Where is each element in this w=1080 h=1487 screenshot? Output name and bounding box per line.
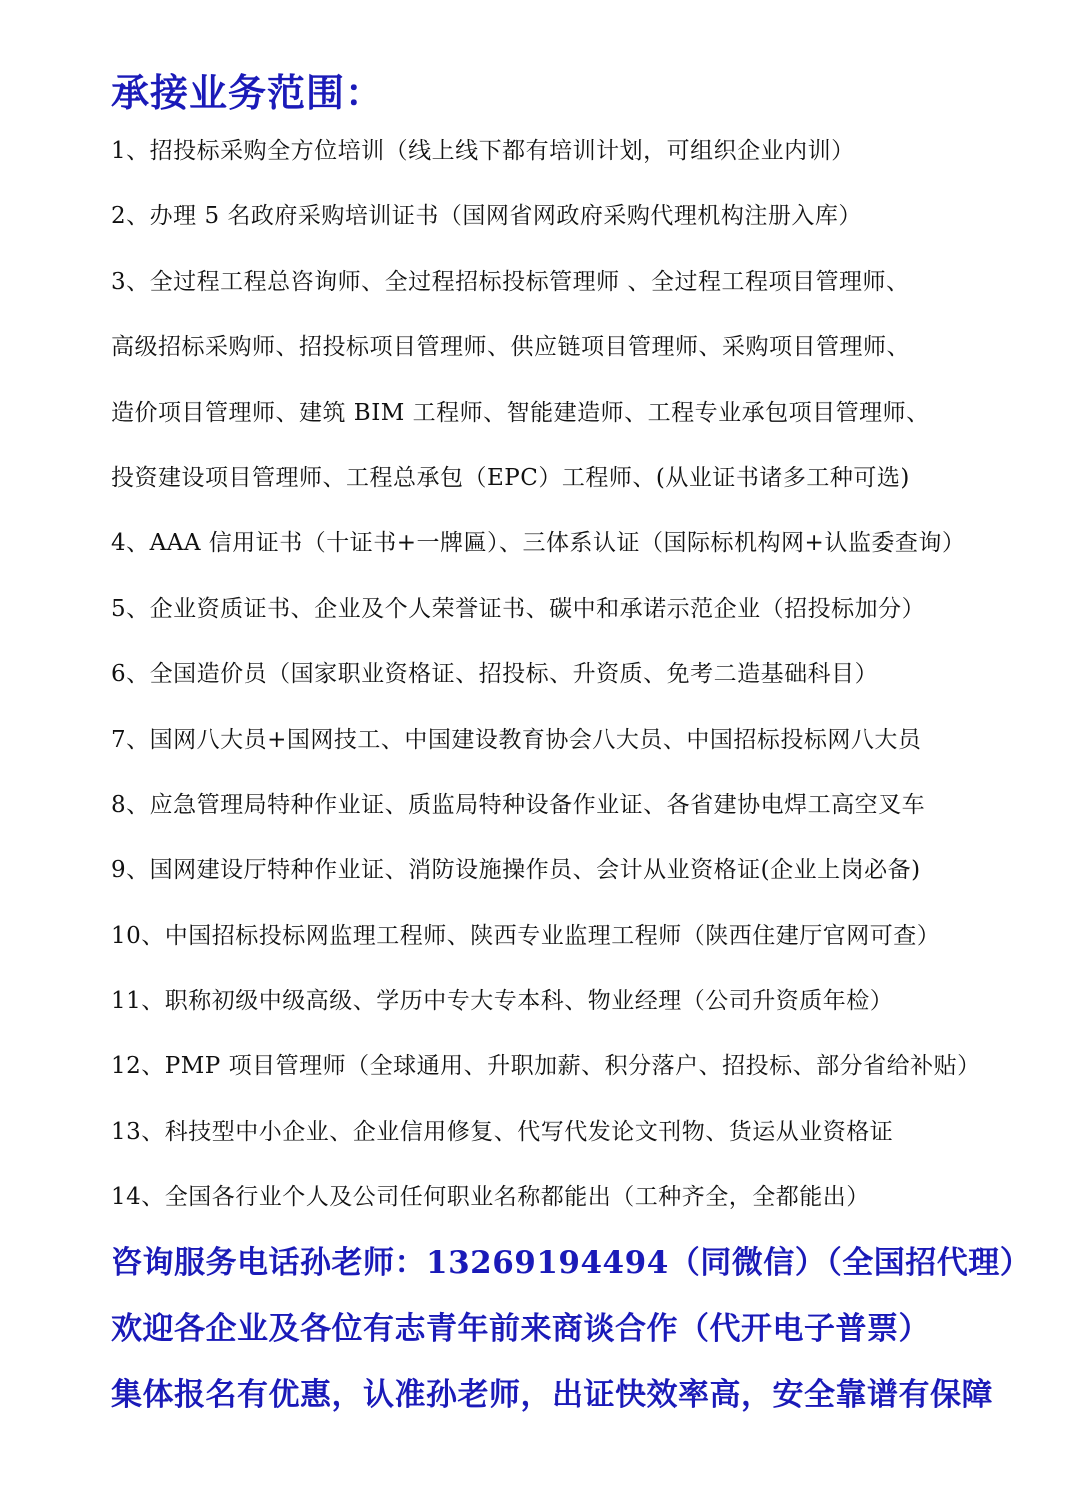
group-discount-line: 集体报名有优惠，认准孙老师，出证快效率高，安全靠谱有保障: [111, 1377, 993, 1413]
contact-footer: [111, 1238, 1031, 1436]
page-title: 承接业务范围：: [111, 70, 385, 115]
contact-phone-line: 咨询服务电话孙老师：13269194494（同微信）（全国招代理）: [111, 1245, 1032, 1281]
service-list: [111, 128, 1011, 1240]
service-line: 6、全国造价员（国家职业资格证、招投标、升资质、免考二造基础科目）: [111, 661, 879, 688]
service-line: 投资建设项目管理师、工程总承包（EPC）工程师、(从业证书诸多工种可选): [111, 464, 910, 491]
service-line: 1、招投标采购全方位培训（线上线下都有培训计划，可组织企业内训）: [111, 138, 855, 164]
service-line: 9、国网建设厅特种作业证、消防设施操作员、会计从业资格证(企业上岗必备): [111, 857, 921, 884]
service-line: 11、职称初级中级高级、学历中专大专本科、物业经理（公司升资质年检）: [111, 988, 894, 1015]
service-line: 8、应急管理局特种作业证、质监局特种设备作业证、各省建协电焊工高空叉车: [111, 791, 926, 818]
service-line: 12、PMP 项目管理师（全球通用、升职加薪、积分落户、招投标、部分省给补贴）: [111, 1053, 981, 1080]
service-line: 4、AAA 信用证书（十证书+一牌匾）、三体系认证（国际标机构网+认监委查询）: [111, 530, 966, 557]
service-line: 5、企业资质证书、企业及个人荣誉证书、碳中和承诺示范企业（招投标加分）: [111, 595, 926, 622]
service-line: 10、中国招标投标网监理工程师、陕西专业监理工程师（陕西住建厅官网可查）: [111, 922, 941, 949]
service-line: 2、办理 5 名政府采购培训证书（国网省网政府采购代理机构注册入库）: [111, 203, 862, 230]
service-line: 13、科技型中小企业、企业信用修复、代写代发论文刊物、货运从业资格证: [111, 1118, 894, 1145]
service-line: 高级招标采购师、招投标项目管理师、供应链项目管理师、采购项目管理师、: [111, 334, 910, 361]
service-line: 7、国网八大员+国网技工、中国建设教育协会八大员、中国招标投标网八大员: [111, 726, 922, 753]
cooperation-line: 欢迎各企业及各位有志青年前来商谈合作（代开电子普票）: [111, 1311, 930, 1347]
service-line: 14、全国各行业个人及公司任何职业名称都能出（工种齐全，全都能出）: [111, 1184, 870, 1211]
service-line: 造价项目管理师、建筑 BIM 工程师、智能建造师、工程专业承包项目管理师、: [111, 399, 930, 426]
service-line: 3、全过程工程总咨询师、全过程招标投标管理师 、全过程工程项目管理师、: [111, 268, 910, 295]
